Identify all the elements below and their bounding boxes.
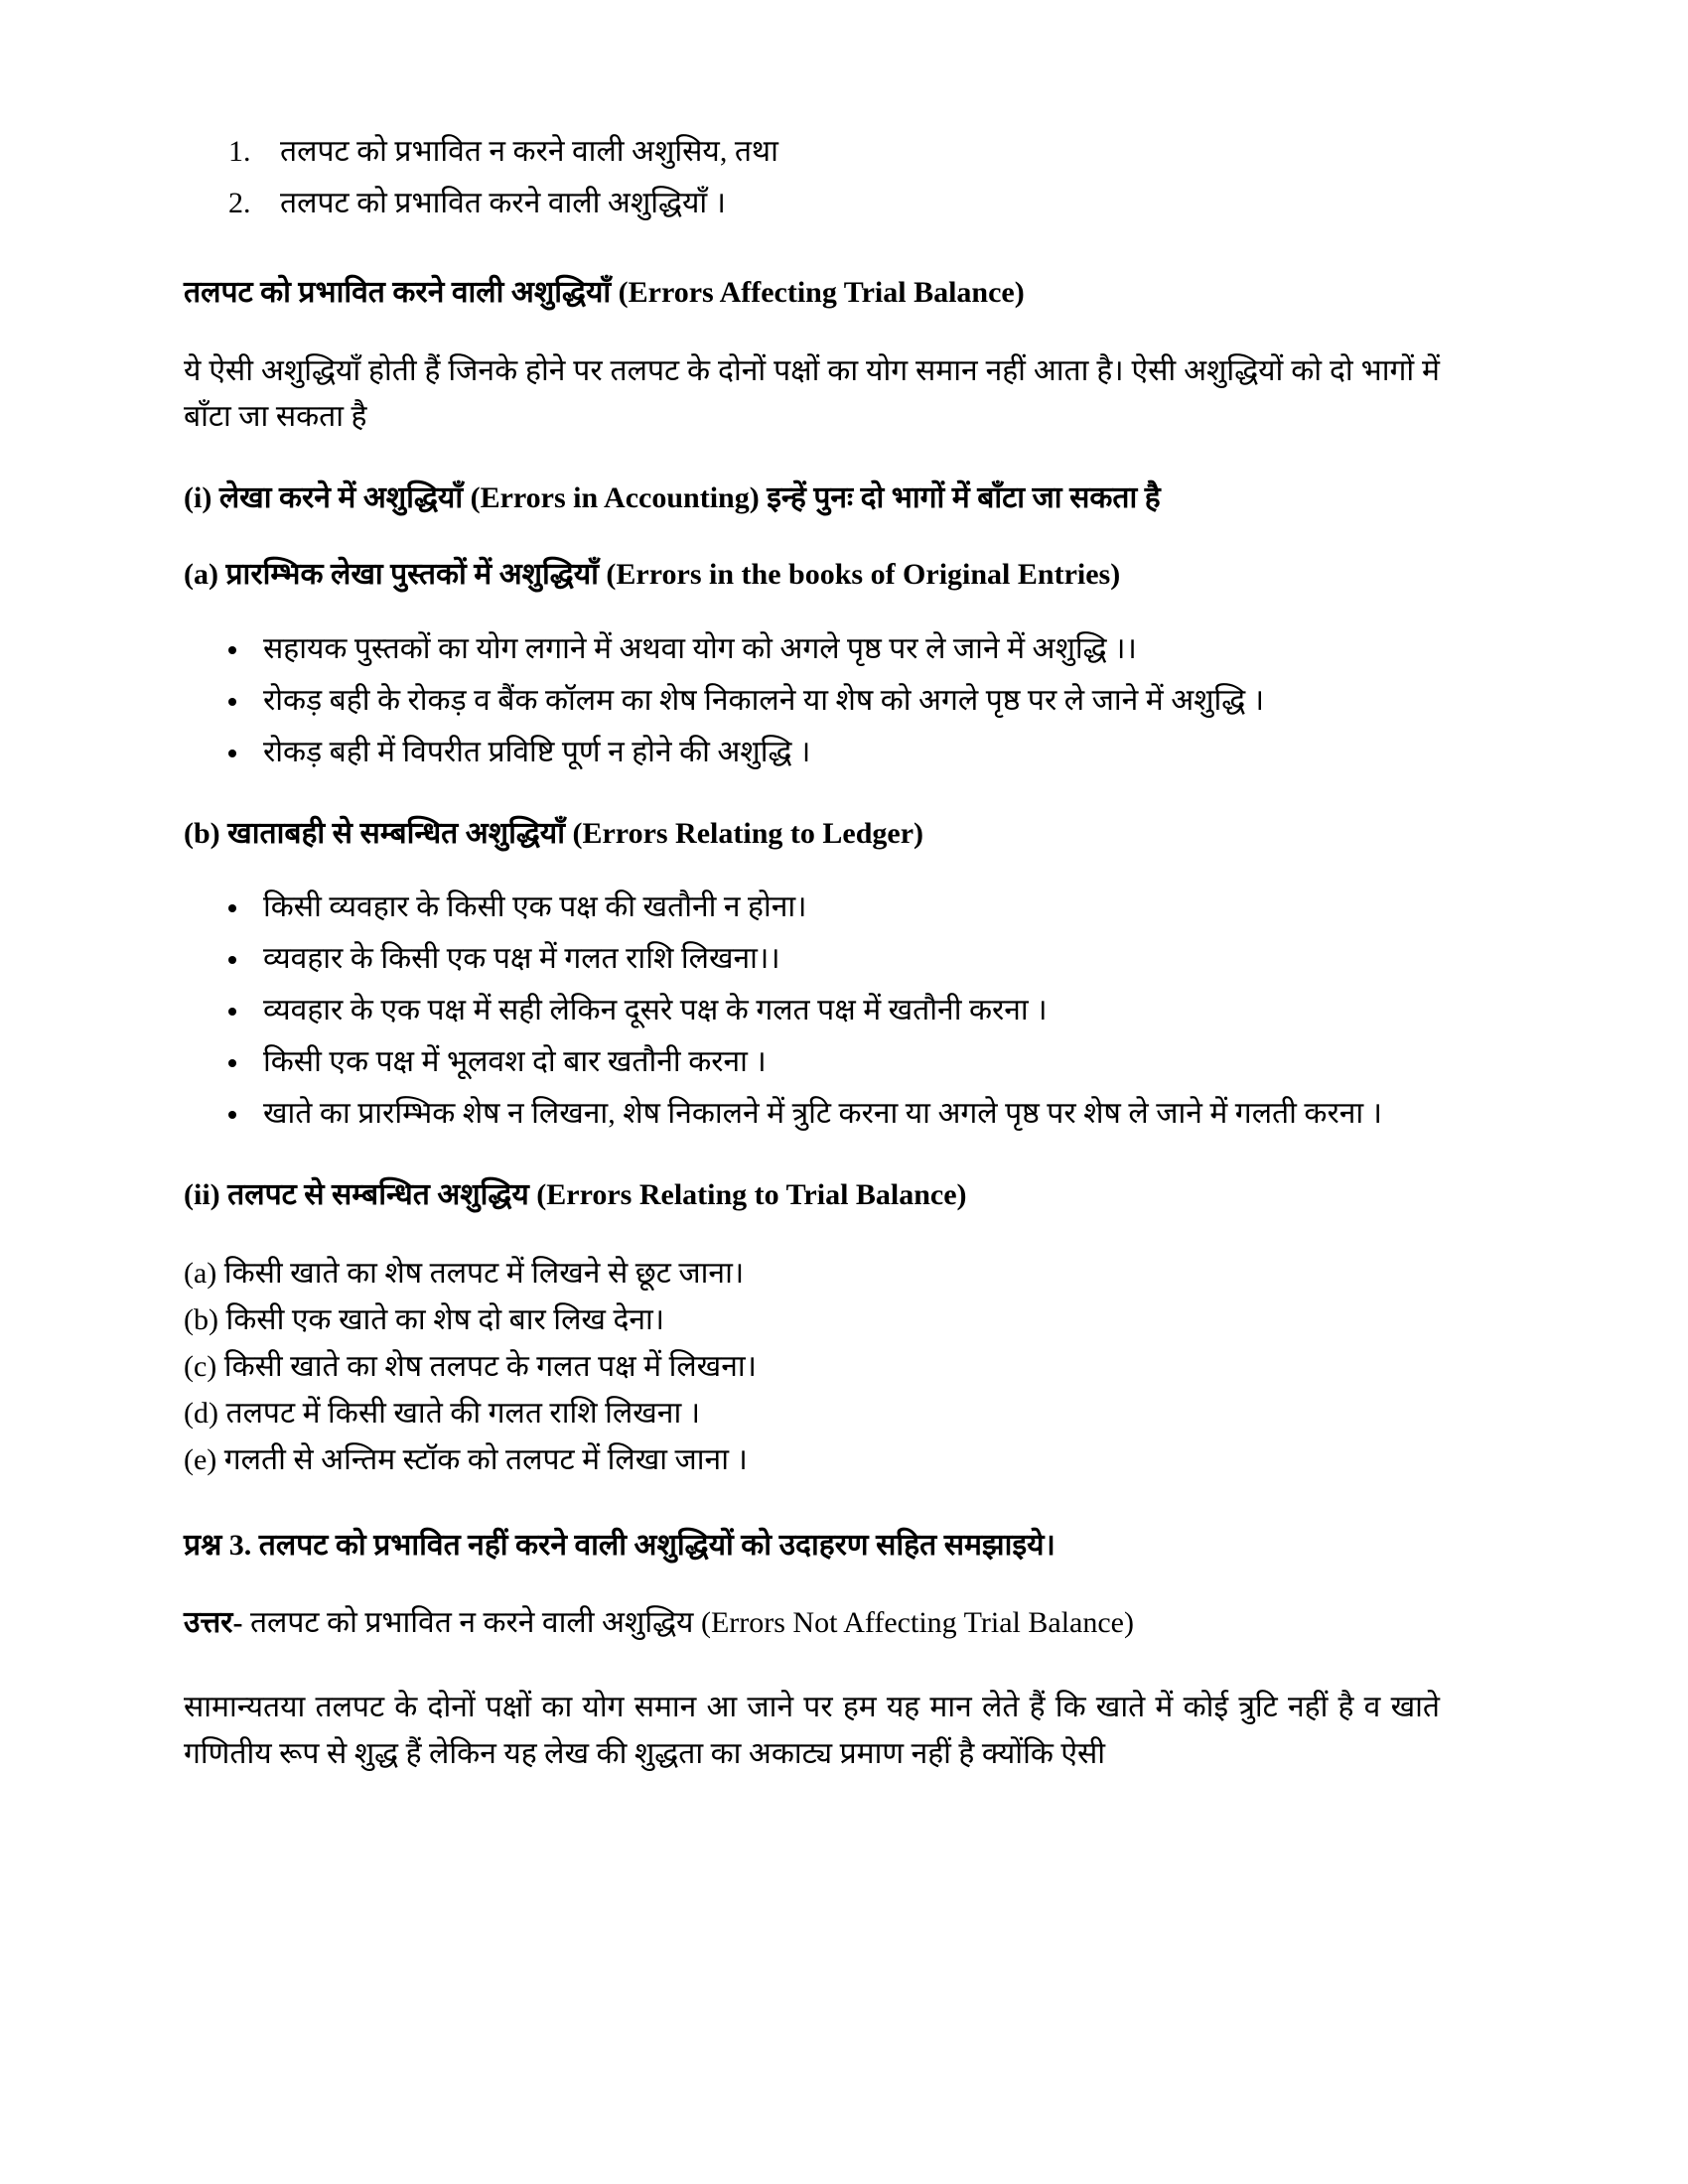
list-item-text: तलपट को प्रभावित करने वाली अशुद्धियाँ । — [280, 186, 727, 219]
heading-question-3: प्रश्न 3. तलपट को प्रभावित नहीं करने वाली अशुद्धियों को उदाहरण सहित समझाइये। — [184, 1528, 1055, 1562]
heading-errors-relating-to-ledger: (b) खाताबही से सम्बन्धित अशुद्धियाँ (Errors Relating to Ledger) — [184, 816, 924, 850]
list-item: (a) किसी खाते का शेष तलपट में लिखने से छूट जाना। — [184, 1256, 745, 1290]
bullet-list-ledger-errors — [184, 885, 1440, 1136]
list-item: किसी व्यवहार के किसी एक पक्ष की खतौनी न होना। — [184, 885, 1440, 929]
list-marker: 2. — [228, 186, 251, 219]
list-item — [184, 181, 1440, 226]
list-item: रोकड़ बही के रोकड़ व बैंक कॉलम का शेष निकालने या शेष को अगले पृष्ठ पर ले जाने में अशुद्धि । — [184, 678, 1440, 723]
answer-title-text: तलपट को प्रभावित न करने वाली अशुद्धिय (Errors Not Affecting Trial Balance) — [242, 1606, 1134, 1640]
document-body — [184, 129, 1440, 1777]
list-item: (e) गलती से अन्तिम स्टॉक को तलपट में लिखा जाना । — [184, 1442, 748, 1476]
list-marker: 1. — [228, 135, 251, 168]
intro-numbered-list — [184, 129, 1440, 225]
list-item: सहायक पुस्तकों का योग लगाने में अथवा योग को अगले पृष्ठ पर ले जाने में अशुद्धि ।। — [184, 626, 1440, 671]
lettered-list-trial-balance-errors — [184, 1251, 1440, 1482]
heading-errors-original-entries: (a) प्रारम्भिक लेखा पुस्तकों में अशुद्धियाँ (Errors in the books of Original Entries) — [184, 558, 1121, 592]
paragraph-answer-body: सामान्यतया तलपट के दोनों पक्षों का योग समान आ जाने पर हम यह मान लेते हैं कि खाते में कोई त्रुटि नहीं है व खाते गणितीय रूप से शुद्ध हैं लेकिन यह लेख की शुद्धता का अकाट्य प्रमाण नहीं है क्योंकि ऐसी — [184, 1691, 1440, 1770]
list-item: रोकड़ बही में विपरीत प्रविष्टि पूर्ण न होने की अशुद्धि । — [184, 730, 1440, 774]
heading-errors-relating-to-trial-balance: (ii) तलपट से सम्बन्धित अशुद्धिय (Errors Relating to Trial Balance) — [184, 1178, 967, 1212]
list-item: व्यवहार के किसी एक पक्ष में गलत राशि लिखना।। — [184, 936, 1440, 981]
list-item: व्यवहार के एक पक्ष में सही लेकिन दूसरे पक्ष के गलत पक्ष में खतौनी करना । — [184, 988, 1440, 1032]
list-item-text: तलपट को प्रभावित न करने वाली अशुसिय, तथा — [280, 135, 778, 168]
heading-errors-in-accounting: (i) लेखा करने में अशुद्धियाँ (Errors in Accounting) इन्हें पुनः दो भागों में बाँटा जा सकता है — [184, 480, 1161, 514]
answer-heading-line — [184, 1600, 1440, 1645]
heading-errors-affecting-trial-balance: तलपट को प्रभावित करने वाली अशुद्धियाँ (Errors Affecting Trial Balance) — [184, 276, 1025, 310]
list-item — [184, 129, 1440, 175]
paragraph-errors-affecting-intro: ये ऐसी अशुद्धियाँ होती हैं जिनके होने पर तलपट के दोनों पक्षों का योग समान नहीं आता है। ऐसी अशुद्धियों को दो भागों में बाँटा जा सकता है — [184, 353, 1440, 434]
list-item: (c) किसी खाते का शेष तलपट के गलत पक्ष में लिखना। — [184, 1349, 758, 1383]
list-item: (d) तलपट में किसी खाते की गलत राशि लिखना । — [184, 1396, 701, 1430]
bullet-list-original-entries — [184, 626, 1440, 774]
list-item: (b) किसी एक खाते का शेष दो बार लिख देना। — [184, 1302, 665, 1336]
answer-label: उत्तर- — [184, 1606, 243, 1640]
list-item: किसी एक पक्ष में भूलवश दो बार खतौनी करना । — [184, 1039, 1440, 1084]
list-item: खाते का प्रारम्भिक शेष न लिखना, शेष निकालने में त्रुटि करना या अगले पृष्ठ पर शेष ले जाने में गलती करना । — [184, 1091, 1440, 1136]
